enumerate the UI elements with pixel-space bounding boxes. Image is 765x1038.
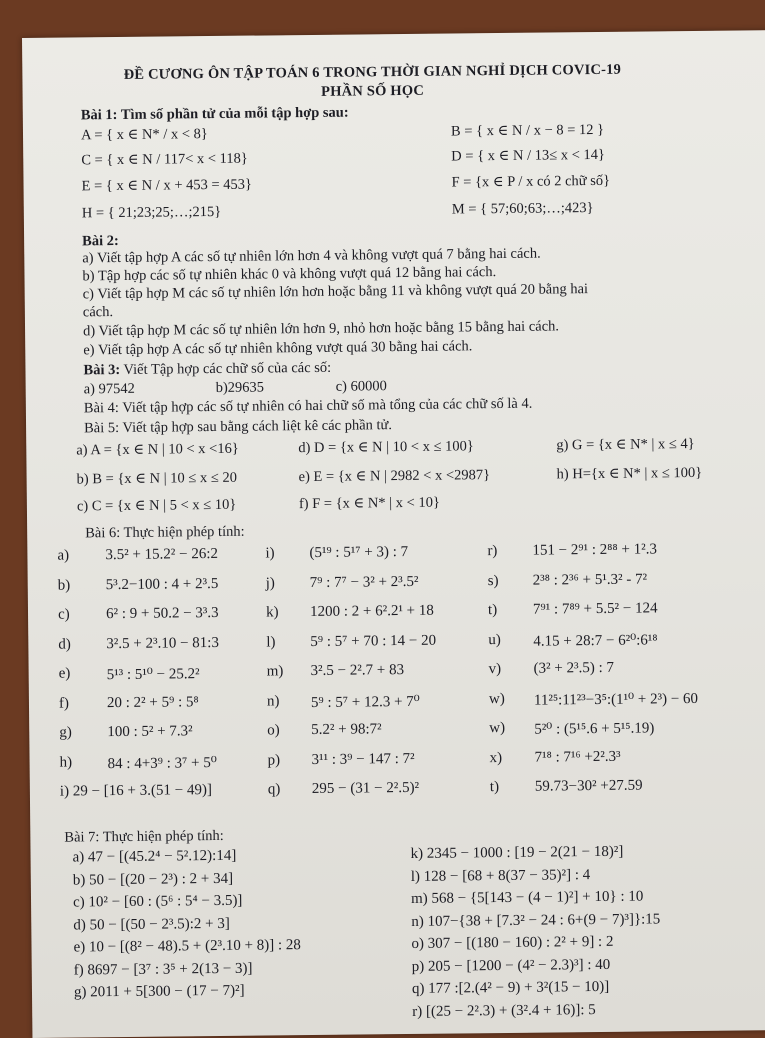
bai6-cell-r7-c3: 3¹¹ : 3⁹ − 147 : 7² (311, 750, 415, 768)
bai7-left-item-5: f) 8697 − [3⁷ : 3⁵ + 2(13 − 3)] (73, 960, 253, 979)
bai6-cell-r6-c1: 100 : 5² + 7.3² (107, 723, 193, 741)
bai6-cell-r8-c0: i) 29 − [16 + 3.(51 − 49)] (59, 782, 213, 800)
bai1-right-1: D = { x ∈ N / 13≤ x < 14} (451, 146, 606, 165)
bai6-cell-r5-c4: w) (488, 690, 505, 707)
bai6-cell-r7-c2: p) (267, 751, 281, 768)
bai1-right-3: M = { 57;60;63;…;423} (451, 200, 594, 218)
bai2-item-a: a) Viết tập hợp A các số tự nhiên lớn hơn 4 và không vượt quá 7 bằng hai cách. (82, 245, 541, 267)
bai6-cell-r1-c5: 2³⁸ : 2³⁶ + 5¹.3² - 7² (532, 570, 648, 589)
bai1-heading: Bài 1: Tìm số phần tử của mỗi tập hợp sau: (80, 104, 349, 124)
bai6-cell-r6-c4: w) (489, 719, 506, 737)
bai6-cell-r8-c2: q) (267, 781, 281, 798)
bai6-cell-r3-c5: 4.15 + 28:7 − 6²⁰:6¹⁸ (533, 631, 658, 650)
bai2-item-c-cont: cách. (82, 304, 114, 321)
bai7-left-item-6: g) 2011 + 5[300 − (17 − 7)²] (73, 982, 245, 1001)
bai6-cell-r3-c3: 5⁹ : 5⁷ + 70 : 14 − 20 (310, 632, 437, 650)
bai6-cell-r5-c0: f) (58, 695, 70, 712)
page-subtitle: PHẦN SỐ HỌC (321, 82, 425, 100)
bai5-f: f) F = {x ∈ N* | x < 10} (298, 494, 440, 513)
bai6-cell-r7-c4: x) (489, 749, 503, 766)
bai6-cell-r3-c2: l) (266, 633, 276, 650)
bai5-d: d) D = {x ∈ N | 10 < x ≤ 100} (298, 438, 474, 457)
bai6-cell-r4-c4: v) (488, 661, 502, 678)
bai6-cell-r1-c2: j) (265, 574, 275, 591)
bai6-cell-r2-c0: c) (57, 606, 70, 623)
bai5-a: a) A = {x ∈ N | 10 < x <16} (76, 440, 239, 459)
bai5-h: h) H={x ∈ N* | x ≤ 100} (556, 464, 703, 483)
bai1-right-0: B = { x ∈ N / x − 8 = 12 } (450, 121, 605, 140)
bai6-cell-r4-c3: 3².5 − 2².7 + 83 (310, 662, 405, 680)
bai7-left-item-0: a) 47 − [(45.2⁴ − 5².12):14] (72, 847, 237, 866)
bai6-cell-r8-c3: 295 − (31 − 2².5)² (311, 779, 420, 798)
bai5-c: c) C = {x ∈ N | 5 < x ≤ 10} (76, 496, 237, 515)
bai6-cell-r1-c3: 7⁹ : 7⁷ − 3² + 2³.5² (309, 573, 419, 591)
bai6-heading: Bài 6: Thực hiện phép tính: (85, 523, 245, 542)
bai7-right-item-1: l) 128 − [68 + 8(37 − 35)²] : 4 (410, 866, 591, 885)
bai1-left-2: E = { x ∈ N / x + 453 = 453} (81, 176, 253, 195)
bai6-cell-r8-c4: t) (489, 779, 500, 796)
bai6-cell-r1-c1: 5³.2−100 : 4 + 2³.5 (105, 575, 219, 593)
bai6-cell-r4-c1: 5¹³ : 5¹⁰ − 25.2² (106, 666, 200, 684)
bai2-item-e: e) Viết tập hợp A các số tự nhiên không vượt quá 30 bằng hai cách. (83, 338, 473, 359)
bai7-right-item-5: p) 205 − [1200 − (4² − 2.3)³] : 40 (411, 956, 611, 975)
bai7-right-item-3: n) 107−{38 + [7.3² − 24 : 6+(9 − 7)³]}:15 (411, 910, 661, 930)
bai1-right-2: F = {x ∈ P / x có 2 chữ số} (451, 172, 611, 191)
bai6-cell-r4-c0: e) (58, 665, 71, 682)
bai6-cell-r2-c3: 1200 : 2 + 6².2¹ + 18 (309, 602, 434, 621)
bai5-b: b) B = {x ∈ N | 10 ≤ x ≤ 20 (76, 469, 237, 488)
bai6-cell-r5-c2: n) (266, 692, 280, 709)
bai6-cell-r0-c1: 3.5² + 15.2² − 26:2 (105, 545, 219, 564)
bai7-right-item-0: k) 2345 − 1000 : [19 − 2(21 − 18)²] (410, 843, 624, 862)
bai4-text: Bài 4: Viết tập hợp các số tự nhiên có hai chữ số mà tổng của các chữ số là 4. (83, 395, 533, 417)
bai5-e: e) E = {x ∈ N | 2982 < x <2987} (298, 467, 491, 486)
bai7-right-item-2: m) 568 − {5[143 − (4 − 1)²] + 10} : 10 (410, 888, 644, 907)
bai7-right-item-6: q) 177 :[2.(4² − 9) + 3²(15 − 10)] (411, 978, 610, 997)
page-title: ĐỀ CƯƠNG ÔN TẬP TOÁN 6 TRONG THỜI GIAN NGHỈ DỊCH COVIC-19 (123, 61, 622, 83)
bai7-left-item-1: b) 50 − [(20 − 2³) : 2 + 34] (72, 870, 234, 889)
bai6-cell-r0-c5: 151 − 2⁹¹ : 2⁸⁸ + 1².3 (532, 541, 658, 559)
bai6-cell-r5-c1: 20 : 2² + 5⁹ : 5⁸ (106, 693, 199, 711)
bai1-left-0: A = { x ∈ N* / x < 8} (80, 126, 208, 144)
worksheet-paper (22, 30, 765, 1038)
bai6-cell-r6-c0: g) (59, 724, 72, 741)
bai7-left-item-2: c) 10² − [60 : (5⁶ : 5⁴ − 3.5)] (72, 892, 243, 911)
bai6-cell-r5-c5: 11²⁵:11²³−3⁵:(1¹⁰ + 2³) − 60 (533, 690, 699, 709)
bai6-cell-r3-c0: d) (58, 636, 71, 653)
bai6-cell-r6-c5: 5²⁰ : (5¹⁵.6 + 5¹⁵.19) (534, 720, 655, 738)
bai2-item-d: d) Viết tập hợp M các số tự nhiên lớn hơn 9, nhỏ hơn hoặc bằng 15 bằng hai cách. (82, 318, 560, 340)
bai6-cell-r6-c2: o) (267, 722, 280, 739)
bai6-cell-r0-c4: r) (487, 543, 498, 560)
bai6-cell-r4-c5: (3² + 2³.5) : 7 (533, 659, 615, 677)
bai3-heading: Bài 3: Viết Tập hợp các chữ số của các số: (83, 359, 332, 379)
bai6-cell-r7-c1: 84 : 4+3⁹ : 3⁷ + 5⁰ (107, 754, 217, 772)
bai7-heading: Bài 7: Thực hiện phép tính: (64, 827, 224, 846)
bai2-heading: Bài 2: (82, 232, 119, 250)
bai1-left-1: C = { x ∈ N / 117< x < 118} (81, 150, 248, 169)
bai2-item-c: c) Viết tập hợp M các số tự nhiên lớn hơn hoặc bằng 11 và không vượt quá 20 bằng hai (82, 281, 589, 303)
bai3-item-b: b)29635 (215, 379, 265, 396)
bai6-cell-r6-c3: 5.2² + 98:7² (311, 721, 382, 739)
bai3-heading-text: Viết Tập hợp các chữ số của các số: (123, 359, 332, 378)
bai6-cell-r7-c0: h) (59, 754, 73, 771)
bai6-cell-r0-c3: (5¹⁹ : 5¹⁷ + 3) : 7 (309, 543, 409, 562)
bai7-right-item-7: r) [(25 − 2².3) + (3².4 + 16)]: 5 (412, 1001, 596, 1020)
bai6-cell-r7-c5: 7¹⁸ : 7¹⁶ +2².3³ (534, 748, 621, 766)
bai6-cell-r1-c4: s) (487, 572, 499, 589)
bai5-heading: Bài 5: Viết tập hợp sau bằng cách liệt kê các phần tử. (84, 417, 393, 437)
bai6-cell-r2-c1: 6² : 9 + 50.2 − 3³.3 (105, 604, 219, 623)
bai6-cell-r0-c2: i) (265, 545, 275, 562)
bai1-left-3: H = { 21;23;25;…;215} (81, 203, 222, 222)
bai7-left-item-4: e) 10 − [(8² − 48).5 + (2³.10 + 8)] : 28 (73, 937, 301, 956)
bai6-cell-r2-c4: t) (487, 602, 498, 619)
bai6-cell-r8-c5: 59.73−30² +27.59 (534, 777, 643, 795)
bai6-cell-r5-c3: 5⁹ : 5⁷ + 12.3 + 7⁰ (310, 693, 420, 711)
bai6-cell-r0-c0: a) (57, 547, 70, 564)
bai3-item-c: c) 60000 (335, 378, 387, 395)
bai6-cell-r3-c1: 3².5 + 2³.10 − 81:3 (106, 634, 220, 652)
bai7-right-item-4: o) 307 − [(180 − 160) : 2² + 9] : 2 (411, 933, 614, 952)
bai6-cell-r2-c2: k) (265, 604, 279, 621)
bai6-cell-r2-c5: 7⁹¹ : 7⁸⁹ + 5.5² − 124 (532, 600, 658, 618)
bai7-left-item-3: d) 50 − [(50 − 2³.5):2 + 3] (73, 915, 230, 934)
bai2-item-b: b) Tập hợp các số tự nhiên khác 0 và không vượt quá 12 bằng hai cách. (82, 264, 497, 285)
bai3-item-a: a) 97542 (83, 380, 135, 398)
bai6-cell-r1-c0: b) (57, 577, 71, 594)
bai6-cell-r4-c2: m) (266, 663, 284, 680)
bai6-cell-r3-c4: u) (488, 631, 501, 648)
bai5-g: g) G = {x ∈ N* | x ≤ 4} (556, 435, 695, 454)
